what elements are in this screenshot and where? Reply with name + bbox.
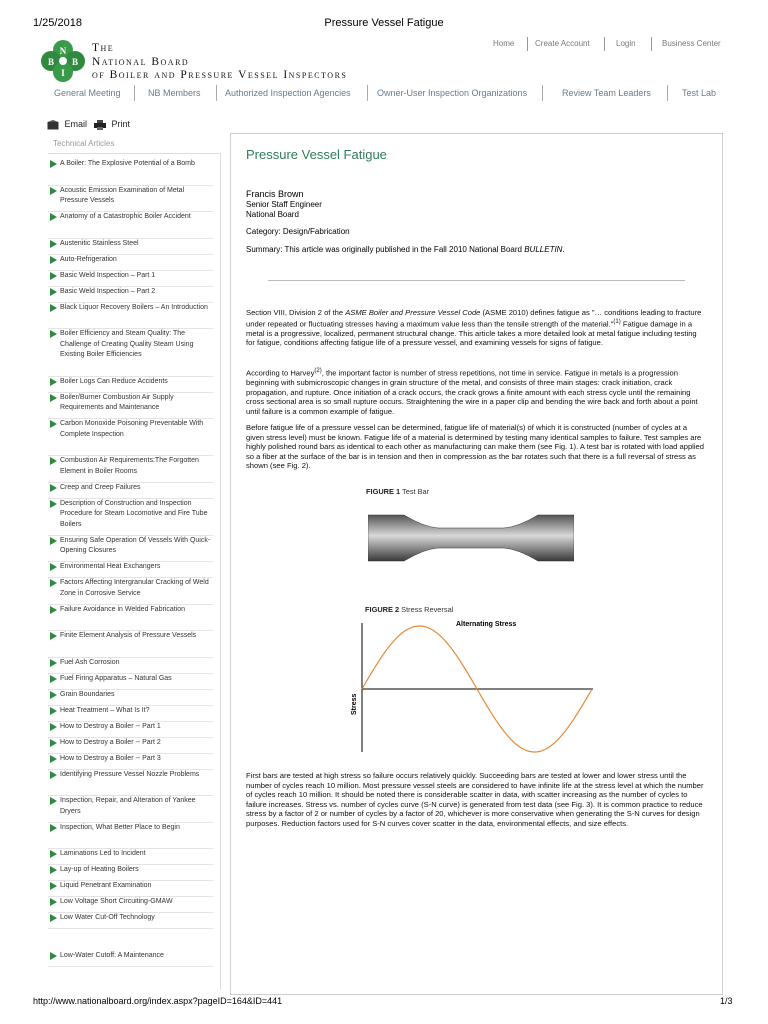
article-category: Category: Design/Fabrication xyxy=(246,227,350,236)
article-title: Pressure Vessel Fatigue xyxy=(246,147,387,162)
logo-letter-n: N xyxy=(59,46,67,56)
print-label: Print xyxy=(111,119,131,129)
sidebar-item[interactable] xyxy=(48,658,213,674)
sidebar-item-label: Low Water Cut-Off Technology xyxy=(60,914,155,921)
triangle-right-icon xyxy=(50,632,57,640)
sidebar-item-label: Factors Affecting Intergranular Cracking of Weld Zone in Corrosive Service xyxy=(60,579,209,597)
sidebar-item-label: Inspection, Repair, and Alteration of Yankee Dryers xyxy=(60,797,196,815)
clover-logo-icon xyxy=(40,40,86,82)
sidebar-item-label: Carbon Monoxide Poisoning Preventable With Complete Inspection xyxy=(60,420,204,438)
sidebar-item[interactable] xyxy=(48,913,213,929)
sidebar-item[interactable] xyxy=(48,239,213,255)
triangle-right-icon xyxy=(50,563,57,571)
sidebar-item-label: How to Destroy a Boiler -- Part 2 xyxy=(60,738,161,746)
triangle-right-icon xyxy=(50,824,57,832)
triangle-right-icon xyxy=(50,272,57,280)
sidebar-item[interactable] xyxy=(48,159,213,186)
triangle-right-icon xyxy=(50,378,57,386)
curve-label: Alternating Stress xyxy=(456,621,517,628)
triangle-right-icon xyxy=(50,256,57,264)
triangle-right-icon xyxy=(50,771,57,779)
sidebar-item-label: Combustion Air Requirements:The Forgotten Element in Boiler Rooms xyxy=(60,457,199,475)
footer-url: http://www.nationalboard.org/index.aspx?pageID=164&ID=441 xyxy=(33,996,283,1006)
sidebar-item[interactable] xyxy=(48,186,213,213)
sidebar-item-label: Laminations Led to Incident xyxy=(60,850,146,857)
nav-test-lab[interactable]: Test Lab xyxy=(682,88,717,98)
sidebar-item-label: Boiler/Burner Combustion Air Supply Requirements and Maintenance xyxy=(60,393,174,411)
sidebar-item-label: Inspection, What Better Place to Begin xyxy=(60,823,180,831)
sidebar-item[interactable] xyxy=(48,271,213,287)
org-line-1: The xyxy=(92,42,115,54)
footer-page: 1/3 xyxy=(720,996,733,1006)
nav-review-team-leaders[interactable]: Review Team Leaders xyxy=(562,88,651,98)
sidebar-item[interactable] xyxy=(48,674,213,690)
sidebar-item-label: Austenitic Stainless Steel xyxy=(60,239,139,247)
sidebar-item-label: Creep and Creep Failures xyxy=(60,483,141,491)
triangle-right-icon xyxy=(50,288,57,296)
link-home[interactable]: Home xyxy=(493,39,515,48)
org-line-2: National Board xyxy=(92,55,190,68)
author-org: National Board xyxy=(246,210,299,219)
sidebar-item[interactable] xyxy=(48,536,213,563)
envelope-icon xyxy=(47,120,59,130)
sidebar-item[interactable] xyxy=(48,754,213,770)
link-create-account[interactable]: Create Account xyxy=(535,39,590,48)
triangle-right-icon xyxy=(50,606,57,614)
org-line-3: of Boiler and Pressure Vessel Inspectors xyxy=(92,69,348,81)
triangle-right-icon xyxy=(50,797,57,805)
sidebar-item-label: Lay-up of Heating Boilers xyxy=(60,866,139,873)
article-summary: Summary: This article was originally published in the Fall 2010 National Board BULLETIN. xyxy=(246,245,565,254)
sidebar-item-label: How to Destroy a Boiler -- Part 3 xyxy=(60,754,161,762)
sidebar-item-label: Basic Weld Inspection – Part 1 xyxy=(60,271,156,279)
sidebar-item-label: Heat Treatment – What Is It? xyxy=(60,706,150,714)
nav-nb-members[interactable]: NB Members xyxy=(148,88,201,98)
sidebar-item[interactable] xyxy=(48,483,213,499)
stress-reversal-figure xyxy=(345,615,595,760)
sidebar-item[interactable] xyxy=(48,823,213,850)
logo-letter-b2: B xyxy=(71,57,79,67)
triangle-right-icon xyxy=(50,882,57,890)
figure-2-caption: FIGURE 2 Stress Reversal xyxy=(365,605,454,614)
sidebar-item-label: Grain Boundaries xyxy=(60,690,115,698)
triangle-right-icon xyxy=(50,420,57,428)
triangle-right-icon xyxy=(50,707,57,715)
triangle-right-icon xyxy=(50,213,57,221)
author-title: Senior Staff Engineer xyxy=(246,200,322,209)
triangle-right-icon xyxy=(50,457,57,465)
triangle-right-icon xyxy=(50,579,57,587)
print-date: 1/25/2018 xyxy=(33,17,82,29)
triangle-right-icon xyxy=(50,160,57,168)
sidebar-item[interactable] xyxy=(48,303,213,330)
triangle-right-icon xyxy=(50,739,57,747)
sidebar-item-label: Finite Element Analysis of Pressure Vessels xyxy=(60,632,197,639)
test-bar-figure xyxy=(368,513,574,568)
nav-owner-user-inspection-orgs[interactable]: Owner-User Inspection Organizations xyxy=(377,88,528,98)
sidebar-item-label: Anatomy of a Catastrophic Boiler Accident xyxy=(60,213,191,220)
sidebar-item[interactable] xyxy=(48,377,213,393)
sidebar-item[interactable] xyxy=(48,951,213,967)
triangle-right-icon xyxy=(50,484,57,492)
triangle-right-icon xyxy=(50,898,57,906)
triangle-right-icon xyxy=(50,952,57,960)
link-login[interactable]: Login xyxy=(616,39,636,48)
printer-icon xyxy=(94,120,106,130)
nav-authorized-inspection-agencies[interactable]: Authorized Inspection Agencies xyxy=(225,88,351,98)
sidebar-item[interactable] xyxy=(48,212,213,239)
author-name: Francis Brown xyxy=(246,189,304,199)
triangle-right-icon xyxy=(50,240,57,248)
sidebar-item[interactable] xyxy=(48,456,213,483)
nbbi-logo[interactable] xyxy=(40,40,86,82)
sidebar-item-label: Description of Construction and Inspection Procedure for Steam Locomotive and Fire Tube Boilers xyxy=(60,499,208,528)
sidebar-item[interactable] xyxy=(48,849,213,865)
triangle-right-icon xyxy=(50,187,57,195)
triangle-right-icon xyxy=(50,723,57,731)
sidebar-item-label: Failure Avoidance in Welded Fabrication xyxy=(60,605,186,613)
sidebar-item[interactable] xyxy=(48,631,213,658)
sidebar-item-label: Black Liquor Recovery Boilers – An Introduction xyxy=(60,303,208,311)
email-link[interactable] xyxy=(47,119,87,130)
sidebar-item-label: Identifying Pressure Vessel Nozzle Problems xyxy=(60,770,200,778)
sidebar xyxy=(48,153,221,990)
sidebar-item-label: Ensuring Safe Operation Of Vessels With Quick-Opening Closures xyxy=(60,536,211,554)
sidebar-item[interactable] xyxy=(48,255,213,271)
triangle-right-icon xyxy=(50,500,57,508)
sidebar-item[interactable] xyxy=(48,562,213,578)
sidebar-item-label: Low-Water Cutoff: A Maintenance xyxy=(60,952,164,959)
triangle-right-icon xyxy=(50,659,57,667)
sidebar-item-label: A Boiler: The Explosive Potential of a Bomb xyxy=(60,160,195,167)
sidebar-item[interactable] xyxy=(48,706,213,722)
logo-letter-i: I xyxy=(61,68,65,78)
sidebar-title: Technical Articles xyxy=(53,139,115,148)
sidebar-item-label: Basic Weld Inspection – Part 2 xyxy=(60,287,156,295)
triangle-right-icon xyxy=(50,866,57,874)
sidebar-item-label: Auto-Refrigeration xyxy=(60,255,117,263)
paragraph-1: Section VIII, Division 2 of the ASME Boiler and Pressure Vessel Code (ASME 2010) defines fatigue as "… conditions leading to fracture under repeated or fluctuating stresses having a maximum value less than the tensile strength of the material."$^{(1)}$ Fatigue damage in a metal is a progressive, localized, permanent structural change. This article takes a more detailed look at metal fatigue including testing for fatigue, conditions affecting fatigue life of a pressure vessel, and examining vessels for signs of fatigue. xyxy=(246,308,702,348)
sidebar-item[interactable] xyxy=(48,329,213,377)
sidebar-item[interactable] xyxy=(48,287,213,303)
sidebar-item[interactable] xyxy=(48,499,213,536)
triangle-right-icon xyxy=(50,755,57,763)
sidebar-item-label: How to Destroy a Boiler -- Part 1 xyxy=(60,722,161,730)
sidebar-item-label: Boiler Efficiency and Steam Quality: The Challenge of Creating Quality Steam Using Existing Boiler Efficiencies xyxy=(60,330,194,358)
sidebar-item-label: Environmental Heat Exchangers xyxy=(60,563,161,570)
print-link[interactable] xyxy=(94,119,130,130)
link-business-center[interactable]: Business Center xyxy=(662,39,721,48)
triangle-right-icon xyxy=(50,394,57,402)
figure-1-caption: FIGURE 1 Test Bar xyxy=(366,487,430,496)
email-label: Email xyxy=(64,119,88,129)
sidebar-item[interactable] xyxy=(48,605,213,632)
print-title: Pressure Vessel Fatigue xyxy=(324,17,444,29)
paragraph-4: First bars are tested at high stress so failure occurs relatively quickly. Succeeding bars are tested at lower and lower stress until the number of cycles reach 10 million. Most pressure vessel steels are considered to have infinite life at the stress level at which the number of cycles reach 10 million. It should be noted there is considerable scatter in data, with scatter increasing as the number of cycles to failure increases. Stress vs. number of cycles curve (S-N curve) is generated from test data (see Fig. 3). It is common practice to reduce stress by a factor of 2 or number of cycles by a factor of 20, whichever is more conservative when generating the S-N curves for design purposes. Reduction factors used for S-N curves cover scatter in the data, environmental effects, and size effects. xyxy=(246,771,704,828)
sidebar-item[interactable] xyxy=(48,770,213,797)
nav-general-meeting[interactable]: General Meeting xyxy=(54,88,121,98)
sidebar-item[interactable] xyxy=(48,796,213,823)
triangle-right-icon xyxy=(50,537,57,545)
stress-axis-label: Stress xyxy=(351,693,358,715)
paragraph-2: According to Harvey$^{(2)}$, the important factor is number of stress repetitions, not time in service. Fatigue in metals is a progression beginning with submicroscopic changes in grain structure of the metal, and consists of three main stages: crack initiation, crack propagation, and rupture. Once initiation of a crack occurs, the crack grows a finite amount with each stress cycle until the remaining cross sectional area is so small rupture occurs. Straightening the wire in a paper clip and bending the wire back and forth about a point until failure is a common example of fatigue. xyxy=(246,368,698,416)
sidebar-item-label: Fuel Firing Apparatus – Natural Gas xyxy=(60,674,172,682)
sidebar-item[interactable] xyxy=(48,393,213,420)
sidebar-item-label: Low Voltage Short Circuiting-GMAW xyxy=(60,898,173,905)
org-name xyxy=(92,42,347,83)
sidebar-item-label: Acoustic Emission Examination of Metal Pressure Vessels xyxy=(60,186,185,204)
sidebar-item-label: Boiler Logs Can Reduce Accidents xyxy=(60,377,168,385)
triangle-right-icon xyxy=(50,330,57,338)
sidebar-item[interactable] xyxy=(48,690,213,706)
sidebar-item[interactable] xyxy=(48,722,213,738)
sidebar-item[interactable] xyxy=(48,897,213,913)
sidebar-item[interactable] xyxy=(48,578,213,605)
sidebar-item[interactable] xyxy=(48,865,213,881)
sidebar-item[interactable] xyxy=(48,419,213,456)
sidebar-item-label: Liquid Penetrant Examination xyxy=(60,882,152,889)
divider xyxy=(268,280,685,281)
triangle-right-icon xyxy=(50,675,57,683)
triangle-right-icon xyxy=(50,691,57,699)
sidebar-item[interactable] xyxy=(48,738,213,754)
triangle-right-icon xyxy=(50,914,57,922)
logo-letter-b1: B xyxy=(47,57,55,67)
sidebar-item-label: Fuel Ash Corrosion xyxy=(60,658,120,666)
triangle-right-icon xyxy=(50,850,57,858)
triangle-right-icon xyxy=(50,304,57,312)
paragraph-3: Before fatigue life of a pressure vessel can be determined, fatigue life of material(s) of which it is constructed (number of cycles at a given stress level) must be known. Fatigue life of a material is determined by testing many identical samples to failure. Test samples are highly polished round bars as identical to each other as manufacturing can make them (see Fig. 1). A test bar is rotated with load applied so a fiber at the surface of the bar is in tension and then in compression as the bar rotates such that there is a full reversal of stress as shown (see Fig. 2). xyxy=(246,423,704,471)
sidebar-item[interactable] xyxy=(48,881,213,897)
